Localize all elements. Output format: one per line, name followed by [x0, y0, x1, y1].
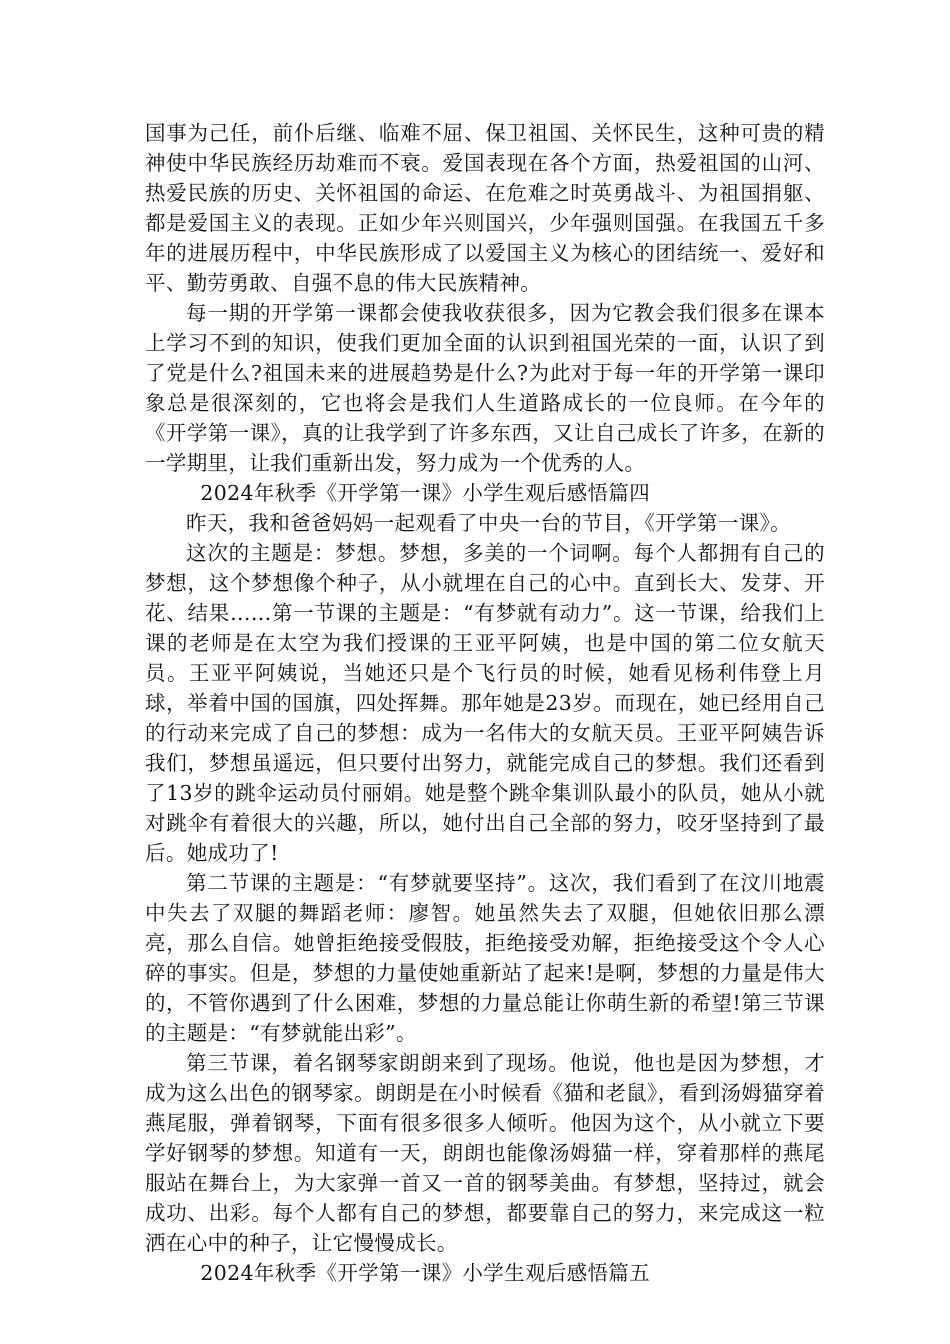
document-body — [145, 118, 825, 1288]
paragraph-6: 第三节课，着名钢琴家朗朗来到了现场。他说，他也是因为梦想，才成为这么出色的钢琴家。朗朗是在小时候看《猫和老鼠》，看到汤姆猫穿着燕尾服，弹着钢琴，下面有很多很多人倾听。他因为这个，从小就立下要学好钢琴的梦想。知道有一天，朗朗也能像汤姆猫一样，穿着那样的燕尾服站在舞台上，为大家弹一首又一首的钢琴美曲。有梦想，坚持过，就会成功、出彩。每个人都有自己的梦想，都要靠自己的努力，来完成这一粒洒在心中的种子，让它慢慢成长。 — [145, 1051, 825, 1255]
paragraph-1: 国事为己任，前仆后继、临难不屈、保卫祖国、关怀民生，这种可贵的精神使中华民族经历劫难而不衰。爱国表现在各个方面，热爱祖国的山河、热爱民族的历史、关怀祖国的命运、在危难之时英勇战斗、为祖国捐躯、都是爱国主义的表现。正如少年兴则国兴，少年强则国强。在我国五千多年的进展历程中，中华民族形成了以爱国主义为核心的团结统一、爱好和平、勤劳勇敢、自强不息的伟大民族精神。 — [145, 121, 825, 295]
paragraph-5: 第二节课的主题是：“有梦就要坚持”。这次，我们看到了在汶川地震中失去了双腿的舞蹈老师：廖智。她虽然失去了双腿，但她依旧那么漂亮，那么自信。她曾拒绝接受假肢，拒绝接受劝解，拒绝接受这个令人心碎的事实。但是，梦想的力量使她重新站了起来!是啊，梦想的力量是伟大的，不管你遇到了什么困难，梦想的力量总能让你萌生新的希望!第三节课的主题是：“有梦就能出彩”。 — [145, 871, 825, 1045]
paragraph-2: 每一期的开学第一课都会使我收获很多，因为它教会我们很多在课本上学习不到的知识，使我们更加全面的认识到祖国光荣的一面，认识了到了党是什么?祖国未来的进展趋势是什么?为此对于每一年的开学第一课印象总是很深刻的，它也将会是我们人生道路成长的一位良师。在今年的《开学第一课》，真的让我学到了许多东西，又让自己成长了许多，在新的一学期里，让我们重新出发，努力成为一个优秀的人。 — [145, 301, 825, 475]
paragraph-3: 昨天，我和爸爸妈妈一起观看了中央一台的节目，《开学第一课》。 — [186, 511, 791, 535]
paragraph-4: 这次的主题是：梦想。梦想，多美的一个词啊。每个人都拥有自己的梦想，这个梦想像个种子，从小就埋在自己的心中。直到长大、发芽、开花、结果……第一节课的主题是：“有梦就有动力”。这一节课，给我们上课的老师是在太空为我们授课的王亚平阿姨，也是中国的第二位女航天员。王亚平阿姨说，当她还只是个飞行员的时候，她看见杨利伟登上月球，举着中国的国旗，四处挥舞。那年她是23岁。而现在，她已经用自己的行动来完成了自己的梦想：成为一名伟大的女航天员。王亚平阿姨告诉我们，梦想虽遥远，但只要付出努力，就能完成自己的梦想。我们还看到了13岁的跳伞运动员付丽娟。她是整个跳伞集训队最小的队员，她从小就对跳伞有着很大的兴趣，所以，她付出自己全部的努力，咬牙坚持到了最后。她成功了! — [145, 541, 825, 865]
section-heading-5: 2024年秋季《开学第一课》小学生观后感悟篇五 — [200, 1261, 651, 1285]
section-heading-4: 2024年秋季《开学第一课》小学生观后感悟篇四 — [200, 481, 651, 505]
